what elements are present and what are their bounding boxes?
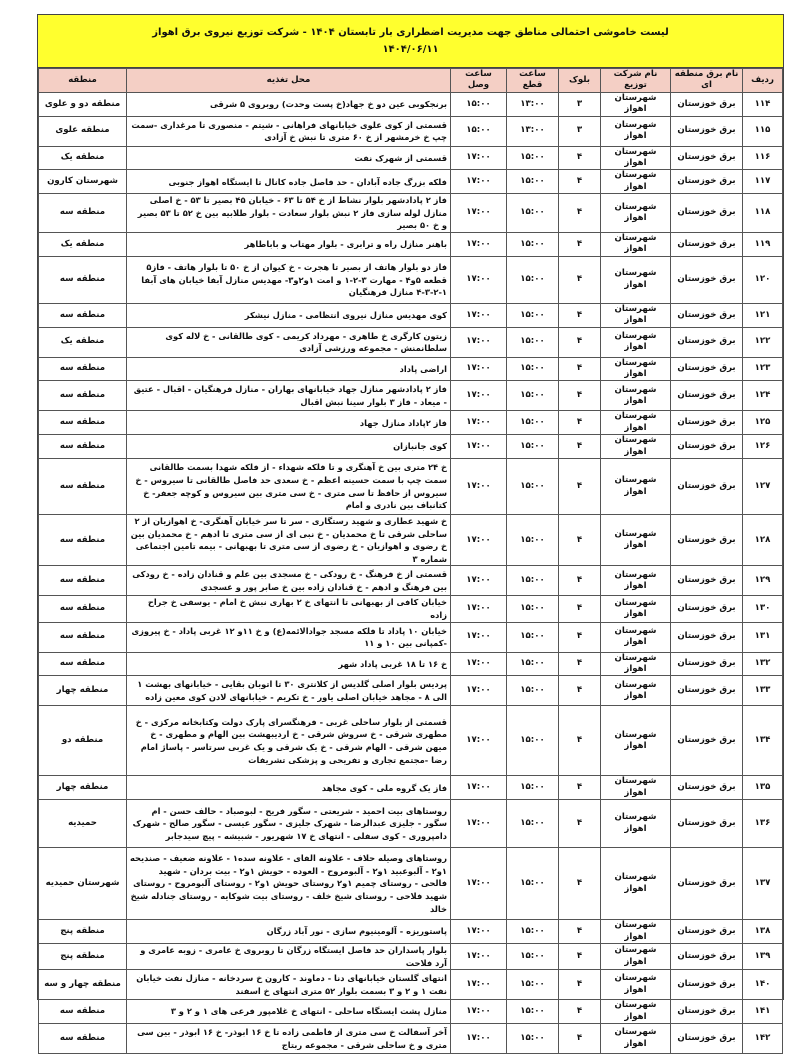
cell-company: شهرستان اهواز [601,800,671,848]
cell-cut-time: ۱۳:۰۰ [507,92,559,116]
cell-connect-time: ۱۷:۰۰ [451,566,507,596]
cell-cut-time: ۱۵:۰۰ [507,800,559,848]
cell-connect-time: ۱۷:۰۰ [451,515,507,566]
cell-cut-time: ۱۵:۰۰ [507,411,559,435]
cell-zone: حمیدیه [39,800,127,848]
cell-connect-time: ۱۷:۰۰ [451,970,507,1000]
cell-index: ۱۲۸ [743,515,783,566]
cell-zone: منطقه سه [39,622,127,652]
cell-connect-time: ۱۷:۰۰ [451,194,507,233]
header-zone: منطقه [39,69,127,93]
cell-company: شهرستان اهواز [601,381,671,411]
cell-area: قسمتی از خ فرهنگ - خ رودکی - خ مسجدی بین علم و قنادان زاده - خ رودکی بین فرهنگ و ادهم - خ قنادان زاده بین خ صابر پور و عسجدی [127,566,451,596]
cell-region: برق خوزستان [671,459,743,515]
cell-area: فاز ۲ پادادشهر بلوار نشاط از خ ۵۴ تا ۶۳ - خیابان ۴۵ بصیر تا ۵۳ - خ اصلی منازل لوله سازی فاز ۲ نبش بلوار سعادت - بلوار طلابیه بین خ ۵۲ تا ۵۳ بصیر و خ ۵۰ بصیر [127,194,451,233]
cell-cut-time: ۱۵:۰۰ [507,459,559,515]
table-row [39,776,783,800]
cell-region: برق خوزستان [671,233,743,257]
cell-company: شهرستان اهواز [601,944,671,970]
cell-region: برق خوزستان [671,776,743,800]
table-row [39,970,783,1000]
cell-cut-time: ۱۵:۰۰ [507,706,559,776]
table-body [39,92,783,1053]
cell-connect-time: ۱۷:۰۰ [451,146,507,170]
cell-index: ۱۱۴ [743,92,783,116]
cell-company: شهرستان اهواز [601,459,671,515]
cell-area: خ ۲۴ متری بین خ آهنگری و تا فلکه شهداء - از فلکه شهدا بسمت طالقانی سمت چپ با سمت حسینه اعظم - خ سعدی حد فاصل طالقانی تا سیروس - خ سیروس از حافظ تا سی متری - خ سی متری بین سیروس و کوچه جعفر- خ کتانباف بین نادری و امام [127,459,451,515]
table-row [39,357,783,381]
cell-cut-time: ۱۵:۰۰ [507,303,559,327]
cell-zone: منطقه علوی [39,116,127,146]
cell-connect-time: ۱۷:۰۰ [451,233,507,257]
cell-index: ۱۲۹ [743,566,783,596]
cell-zone: منطقه دو [39,706,127,776]
cell-company: شهرستان اهواز [601,848,671,920]
table-row [39,944,783,970]
cell-company: شهرستان اهواز [601,146,671,170]
table-row [39,848,783,920]
cell-block: ۴ [559,622,601,652]
cell-area: آخر آسفالت خ سی متری از فاطمی زاده تا خ ۱۶ ابوذر- خ ۱۶ ابوذر - بین سی متری و خ ساحلی شرقی - مجموعه ربتاج [127,1024,451,1054]
cell-company: شهرستان اهواز [601,116,671,146]
cell-connect-time: ۱۷:۰۰ [451,776,507,800]
cell-region: برق خوزستان [671,92,743,116]
cell-region: برق خوزستان [671,327,743,357]
cell-area: باهنر منازل راه و ترابری - بلوار مهتاب و باباطاهر [127,233,451,257]
cell-index: ۱۱۹ [743,233,783,257]
cell-zone: شهرستان کارون [39,170,127,194]
table-row [39,435,783,459]
cell-cut-time: ۱۵:۰۰ [507,652,559,676]
cell-company: شهرستان اهواز [601,411,671,435]
cell-connect-time: ۱۷:۰۰ [451,706,507,776]
table-row [39,652,783,676]
cell-company: شهرستان اهواز [601,256,671,303]
cell-area: انتهای گلستان خیابانهای دنا - دماوند - کارون خ سردخانه - منازل نفت خیابان نفت ۱ و ۲ و ۳ بسمت بلوار ۵۲ متری انتهای خ اسفند [127,970,451,1000]
table-row [39,800,783,848]
cell-region: برق خوزستان [671,435,743,459]
cell-region: برق خوزستان [671,357,743,381]
outage-table [38,68,783,1054]
cell-index: ۱۴۰ [743,970,783,1000]
cell-index: ۱۳۲ [743,652,783,676]
cell-block: ۴ [559,381,601,411]
cell-area: فاز ۲ پادادشهر منازل جهاد خیابانهای بهاران - منازل فرهنگیان - اقبال - عتیق - میعاد - فاز ۳ بلوار سینا نبش اقبال [127,381,451,411]
cell-zone: منطقه پنج [39,944,127,970]
cell-region: برق خوزستان [671,566,743,596]
cell-zone: منطقه سه [39,357,127,381]
cell-connect-time: ۱۷:۰۰ [451,256,507,303]
cell-cut-time: ۱۵:۰۰ [507,327,559,357]
cell-index: ۱۲۴ [743,381,783,411]
cell-region: برق خوزستان [671,170,743,194]
cell-area: پاستوریزه - آلومینیوم سازی - نور آباد زرگان [127,920,451,944]
cell-region: برق خوزستان [671,622,743,652]
cell-block: ۴ [559,411,601,435]
table-row [39,1000,783,1024]
table-row [39,194,783,233]
cell-index: ۱۲۰ [743,256,783,303]
cell-cut-time: ۱۵:۰۰ [507,920,559,944]
cell-company: شهرستان اهواز [601,435,671,459]
cell-area: پردیس بلوار اصلی گلدیس از کلانتری ۳۰ تا اتوبان بقایی - خیابانهای بهشت ۱ الی ۸ - مجاهد خیابان اصلی یاور - خ تکریم - خیابانهای لادن کوی معین زاده [127,676,451,706]
cell-index: ۱۱۵ [743,116,783,146]
cell-block: ۴ [559,146,601,170]
cell-block: ۴ [559,327,601,357]
cell-cut-time: ۱۵:۰۰ [507,256,559,303]
cell-area: خیابان ۱۰ پاداد تا فلکه مسجد جوادالائمه(ع) و خ ۱۱و ۱۲ غربی پاداد - خ پیروزی -کمپانی بین ۱۰ و ۱۱ [127,622,451,652]
cell-zone: منطقه چهار و سه [39,970,127,1000]
cell-zone: منطقه سه [39,1000,127,1024]
cell-company: شهرستان اهواز [601,303,671,327]
outage-sheet [37,14,784,1050]
table-header-row [39,69,783,93]
cell-area: زیتون کارگری خ طاهری - مهرداد کریمی - کوی طالقانی - خ لاله کوی سلطانمنش - مجموعه ورزشی آزادی [127,327,451,357]
cell-connect-time: ۱۷:۰۰ [451,800,507,848]
cell-zone: منطقه سه [39,515,127,566]
cell-company: شهرستان اهواز [601,194,671,233]
cell-company: شهرستان اهواز [601,920,671,944]
cell-block: ۴ [559,515,601,566]
page-date: ۱۴۰۴/۰۶/۱۱ [382,44,439,55]
cell-area: اراضی پاداد [127,357,451,381]
cell-block: ۴ [559,170,601,194]
table-row [39,170,783,194]
cell-area: فاز ۲پاداد منازل جهاد [127,411,451,435]
cell-area: کوی جانبازان [127,435,451,459]
table-row [39,327,783,357]
cell-cut-time: ۱۵:۰۰ [507,357,559,381]
cell-area: منازل پشت ایستگاه ساحلی - انتهای خ غلامپور فرعی های ۱ و ۲ و ۳ [127,1000,451,1024]
cell-connect-time: ۱۷:۰۰ [451,357,507,381]
cell-index: ۱۲۷ [743,459,783,515]
cell-region: برق خوزستان [671,116,743,146]
cell-zone: منطقه سه [39,194,127,233]
cell-cut-time: ۱۵:۰۰ [507,515,559,566]
cell-cut-time: ۱۵:۰۰ [507,170,559,194]
cell-cut-time: ۱۵:۰۰ [507,1024,559,1054]
cell-connect-time: ۱۷:۰۰ [451,596,507,622]
cell-connect-time: ۱۷:۰۰ [451,622,507,652]
cell-region: برق خوزستان [671,194,743,233]
header-cut-time: ساعت قطع [507,69,559,93]
cell-index: ۱۳۸ [743,920,783,944]
cell-cut-time: ۱۵:۰۰ [507,1000,559,1024]
cell-connect-time: ۱۷:۰۰ [451,381,507,411]
cell-company: شهرستان اهواز [601,233,671,257]
table-row [39,116,783,146]
cell-connect-time: ۱۷:۰۰ [451,1000,507,1024]
table-row [39,622,783,652]
table-row [39,1024,783,1054]
cell-company: شهرستان اهواز [601,327,671,357]
cell-index: ۱۱۸ [743,194,783,233]
cell-index: ۱۱۷ [743,170,783,194]
cell-company: شهرستان اهواز [601,652,671,676]
cell-zone: منطقه یک [39,327,127,357]
cell-company: شهرستان اهواز [601,1024,671,1054]
table-row [39,459,783,515]
cell-zone: منطقه سه [39,435,127,459]
cell-region: برق خوزستان [671,303,743,327]
cell-block: ۴ [559,303,601,327]
cell-area: خیابان کافی از بهبهانی تا انتهای خ ۲ بهاری نبش خ امام - یوسفی خ جراح زاده [127,596,451,622]
cell-region: برق خوزستان [671,920,743,944]
cell-area: کوی مهدیس منازل نیروی انتظامی - منازل نیشکر [127,303,451,327]
title-banner [38,15,783,68]
cell-cut-time: ۱۵:۰۰ [507,596,559,622]
cell-zone: منطقه سه [39,256,127,303]
cell-zone: منطقه پنج [39,920,127,944]
cell-block: ۴ [559,920,601,944]
cell-block: ۴ [559,566,601,596]
cell-block: ۴ [559,944,601,970]
cell-index: ۱۳۰ [743,596,783,622]
cell-cut-time: ۱۵:۰۰ [507,776,559,800]
cell-block: ۴ [559,256,601,303]
cell-cut-time: ۱۳:۰۰ [507,116,559,146]
table-row [39,596,783,622]
cell-company: شهرستان اهواز [601,357,671,381]
cell-area: فاز دو بلوار هاتف از بصیر تا هجرت - خ کیوان از خ ۵۰ تا بلوار هاتف - فاز۵ قطعه ۵و۴ - مهارت ۳-۲-۱ و امت ۱و۲و۳- مهدیس منازل آبفا خیابان های آبفا ۱-۲-۳-۴ منازل فرهنگیان [127,256,451,303]
cell-company: شهرستان اهواز [601,776,671,800]
cell-block: ۳ [559,116,601,146]
cell-cut-time: ۱۵:۰۰ [507,381,559,411]
cell-connect-time: ۱۷:۰۰ [451,652,507,676]
table-row [39,92,783,116]
cell-area: روستاهای وصیله حلاف - علاونه الفای - علاونه سده۱ - علاونه ضعیف - صندیحه ۱و۲ - آلبوعبید ۱و۲ - آلبومروح - العوده - حویش ۱و۲ - بیت بردان - شهید فالحی - روستای چمیم ۱و۲ روستای حویش ۱و۲ - روستای آلبومروح - روستای شهید فلاحی - روستای شیخ خلف - روستای بیت شوکایه - روستای جنادله شیخ خالد [127,848,451,920]
cell-block: ۴ [559,233,601,257]
cell-area: قسمتی از شهرک نفت [127,146,451,170]
cell-index: ۱۲۲ [743,327,783,357]
cell-company: شهرستان اهواز [601,92,671,116]
cell-block: ۴ [559,800,601,848]
cell-region: برق خوزستان [671,652,743,676]
cell-region: برق خوزستان [671,381,743,411]
cell-connect-time: ۱۷:۰۰ [451,303,507,327]
cell-block: ۴ [559,848,601,920]
cell-zone: منطقه سه [39,652,127,676]
cell-region: برق خوزستان [671,256,743,303]
cell-block: ۴ [559,596,601,622]
cell-connect-time: ۱۵:۰۰ [451,92,507,116]
cell-region: برق خوزستان [671,848,743,920]
cell-region: برق خوزستان [671,146,743,170]
cell-cut-time: ۱۵:۰۰ [507,676,559,706]
cell-area: خ ۱۶ تا ۱۸ غربی پاداد شهر [127,652,451,676]
cell-index: ۱۳۶ [743,800,783,848]
cell-cut-time: ۱۵:۰۰ [507,848,559,920]
cell-block: ۴ [559,1024,601,1054]
cell-zone: منطقه سه [39,566,127,596]
table-row [39,515,783,566]
cell-index: ۱۳۵ [743,776,783,800]
cell-cut-time: ۱۵:۰۰ [507,944,559,970]
cell-company: شهرستان اهواز [601,622,671,652]
cell-index: ۱۴۲ [743,1024,783,1054]
table-row [39,566,783,596]
header-area: محل تغذیه [127,69,451,93]
cell-company: شهرستان اهواز [601,970,671,1000]
cell-area: روستاهای بیت احمید - شریعتی - سگور فریح - لبوصباد - حالف حسن - ام سگور - جلیزی عبدالرضا - شهرک جلیزی - سگور عیسی - سگور صالح - شهرک دامپروری - کوی سفلی - انتهای خ ۱۷ شهریور - شبیشه - پیچ سیدجابر [127,800,451,848]
cell-area: برنجکوبی عین دو خ جهاد(خ پست وحدت) روبروی ۵ شرقی [127,92,451,116]
cell-zone: منطقه یک [39,233,127,257]
table-row [39,146,783,170]
cell-index: ۱۳۷ [743,848,783,920]
table-row [39,706,783,776]
cell-block: ۴ [559,459,601,515]
table-row [39,381,783,411]
cell-block: ۴ [559,1000,601,1024]
table-row [39,256,783,303]
cell-index: ۱۲۶ [743,435,783,459]
cell-region: برق خوزستان [671,970,743,1000]
cell-zone: منطقه چهار [39,676,127,706]
table-row [39,303,783,327]
cell-company: شهرستان اهواز [601,1000,671,1024]
cell-zone: منطقه سه [39,1024,127,1054]
cell-block: ۴ [559,676,601,706]
cell-cut-time: ۱۵:۰۰ [507,970,559,1000]
header-region: نام برق منطقه ای [671,69,743,93]
cell-index: ۱۲۱ [743,303,783,327]
cell-company: شهرستان اهواز [601,515,671,566]
header-index: ردیف [743,69,783,93]
cell-zone: منطقه سه [39,459,127,515]
cell-zone: منطقه یک [39,146,127,170]
cell-index: ۱۳۳ [743,676,783,706]
cell-zone: منطقه سه [39,596,127,622]
cell-cut-time: ۱۵:۰۰ [507,566,559,596]
cell-connect-time: ۱۷:۰۰ [451,170,507,194]
header-company: نام شرکت توزیع [601,69,671,93]
cell-region: برق خوزستان [671,944,743,970]
cell-area: قسمتی از کوی علوی خیابانهای فراهانی - شیتم - منصوری تا مرغداری -سمت چپ خ خرمشهر از خ ۶۰ متری تا نبش خ آزادی [127,116,451,146]
page-title: لیست خاموشی احتمالی مناطق جهت مدیریت اضطراری بار تابستان ۱۴۰۴ - شرکت توزیع نیروی برق اهواز [152,27,669,38]
cell-connect-time: ۱۵:۰۰ [451,116,507,146]
cell-connect-time: ۱۷:۰۰ [451,920,507,944]
cell-region: برق خوزستان [671,411,743,435]
cell-zone: منطقه سه [39,303,127,327]
table-row [39,233,783,257]
cell-block: ۴ [559,652,601,676]
cell-index: ۱۳۹ [743,944,783,970]
cell-area: خ شهید عطاری و شهید رستگاری - سر تا سر خیابان آهنگری- خ اهوازیان از ۲ ساحلی شرقی تا خ محمدیان - خ نبی ای از سی متری تا ادهم - خ محمدیان بین خ رضوی و اهوازیان - خ رضوی از سی متری تا بهبهانی - بیمه تامین اجتماعی شماره ۳ [127,515,451,566]
cell-region: برق خوزستان [671,596,743,622]
cell-area: بلوار پاسداران حد فاصل ایستگاه زرگان تا روبروی خ عامری - زوبه عامری و آرد فلاحت [127,944,451,970]
cell-index: ۱۱۶ [743,146,783,170]
cell-zone: منطقه سه [39,381,127,411]
cell-block: ۴ [559,776,601,800]
cell-area: فلکه بزرگ جاده آبادان - حد فاصل جاده کانال تا ایستگاه اهواز جنوبی [127,170,451,194]
cell-cut-time: ۱۵:۰۰ [507,146,559,170]
cell-index: ۱۴۱ [743,1000,783,1024]
cell-region: برق خوزستان [671,676,743,706]
table-row [39,411,783,435]
cell-block: ۳ [559,92,601,116]
table-row [39,676,783,706]
cell-block: ۴ [559,194,601,233]
cell-connect-time: ۱۷:۰۰ [451,459,507,515]
cell-connect-time: ۱۷:۰۰ [451,411,507,435]
cell-region: برق خوزستان [671,515,743,566]
cell-cut-time: ۱۵:۰۰ [507,233,559,257]
cell-zone: منطقه چهار [39,776,127,800]
cell-connect-time: ۱۷:۰۰ [451,435,507,459]
cell-block: ۴ [559,970,601,1000]
cell-cut-time: ۱۵:۰۰ [507,622,559,652]
cell-connect-time: ۱۷:۰۰ [451,848,507,920]
cell-company: شهرستان اهواز [601,706,671,776]
cell-cut-time: ۱۵:۰۰ [507,194,559,233]
cell-connect-time: ۱۷:۰۰ [451,944,507,970]
cell-company: شهرستان اهواز [601,170,671,194]
cell-area: فاز یک گروه ملی - کوی مجاهد [127,776,451,800]
header-connect-time: ساعت وصل [451,69,507,93]
cell-region: برق خوزستان [671,1024,743,1054]
cell-cut-time: ۱۵:۰۰ [507,435,559,459]
cell-index: ۱۳۱ [743,622,783,652]
cell-index: ۱۲۵ [743,411,783,435]
cell-company: شهرستان اهواز [601,676,671,706]
cell-connect-time: ۱۷:۰۰ [451,1024,507,1054]
cell-zone: منطقه سه [39,411,127,435]
cell-block: ۴ [559,706,601,776]
cell-zone: منطقه دو و علوی [39,92,127,116]
table-row [39,920,783,944]
cell-company: شهرستان اهواز [601,596,671,622]
cell-connect-time: ۱۷:۰۰ [451,327,507,357]
cell-company: شهرستان اهواز [601,566,671,596]
cell-area: قسمتی از بلوار ساحلی غربی - فرهنگسرای پارک دولت وکتابخانه مرکزی - خ مطهری شرقی - خ سروش شرقی - خ اردیبهشت بین الهام و مطهری - خ میهن شرقی - الهام شرقی - خ یک شرقی و یک غربی سرتاسر - پاساژ امام رضا -مجتمع تجاری و تفریحی و پزشکی تشریفات [127,706,451,776]
cell-region: برق خوزستان [671,800,743,848]
cell-connect-time: ۱۷:۰۰ [451,676,507,706]
cell-region: برق خوزستان [671,1000,743,1024]
cell-index: ۱۲۳ [743,357,783,381]
cell-block: ۴ [559,435,601,459]
cell-region: برق خوزستان [671,706,743,776]
cell-block: ۴ [559,357,601,381]
cell-zone: شهرستان حمیدیه [39,848,127,920]
cell-index: ۱۳۴ [743,706,783,776]
header-block: بلوک [559,69,601,93]
